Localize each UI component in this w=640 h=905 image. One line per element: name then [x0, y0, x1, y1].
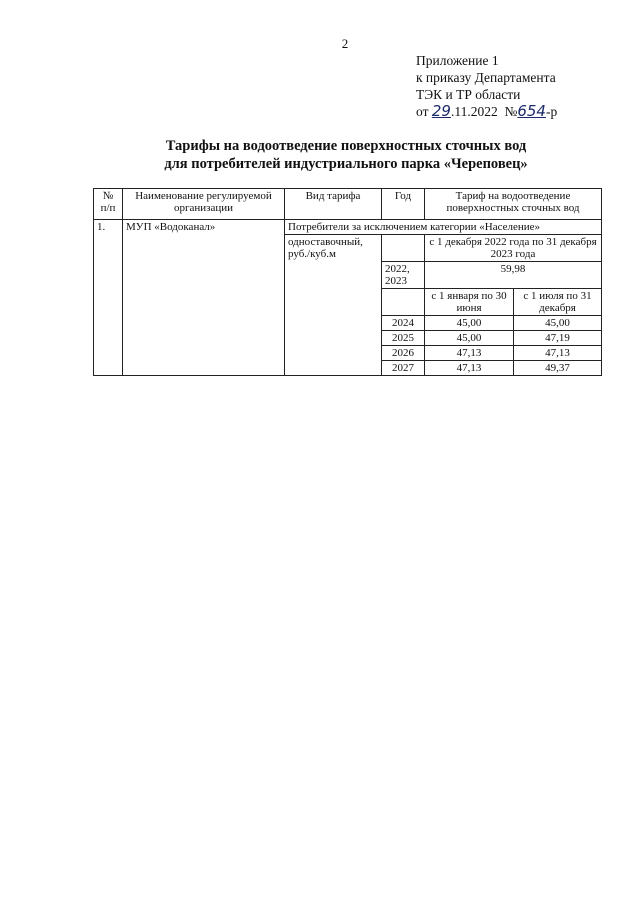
table-header-row	[94, 189, 602, 220]
value-half-1: 47,13	[425, 346, 514, 361]
table-row	[94, 220, 602, 235]
date-day-handwritten: 29	[431, 102, 451, 120]
organization-name: МУП «Водоканал»	[123, 220, 285, 376]
header-year: Год	[382, 189, 425, 220]
page-number: 2	[341, 36, 349, 51]
document-title	[90, 137, 602, 173]
year-cell: 2026	[382, 346, 425, 361]
number-prefix: №	[504, 104, 518, 119]
header-tariff: Тариф на водоотведение поверхностных сточных вод	[425, 189, 602, 220]
header-num: № п/п	[94, 189, 123, 220]
header-tariff-type: Вид тарифа	[285, 189, 382, 220]
value-half-2: 45,00	[514, 316, 602, 331]
appendix-line-1: Приложение 1	[416, 53, 499, 68]
value-half-1: 47,13	[425, 361, 514, 376]
year-cell: 2025	[382, 331, 425, 346]
value-2022-2023: 59,98	[425, 262, 602, 289]
title-line-2: для потребителей индустриального парка «Череповец»	[164, 156, 528, 172]
appendix-date-line	[416, 103, 557, 120]
appendix-line-2: к приказу Департамента	[416, 70, 556, 85]
row-number: 1.	[94, 220, 123, 376]
value-half-2: 47,19	[514, 331, 602, 346]
appendix-block	[416, 52, 557, 120]
tariff-type: одноставочный, руб./куб.м	[285, 235, 382, 376]
half-2-label: с 1 июля по 31 декабря	[514, 289, 602, 316]
year-cell: 2024	[382, 316, 425, 331]
value-half-1: 45,00	[425, 316, 514, 331]
title-line-1: Тарифы на водоотведение поверхностных сточных вод	[165, 138, 527, 154]
date-rest: .11.2022	[450, 104, 498, 119]
consumer-category: Потребители за исключением категории «Население»	[285, 220, 602, 235]
year-empty	[382, 289, 425, 316]
value-half-2: 47,13	[514, 346, 602, 361]
year-cell: 2027	[382, 361, 425, 376]
year-2022-2023: 2022, 2023	[382, 262, 425, 289]
header-organization: Наименование регулируемой организации	[123, 189, 285, 220]
number-suffix: -р	[545, 104, 558, 119]
half-1-label: с 1 января по 30 июня	[425, 289, 514, 316]
tariff-table	[93, 188, 602, 376]
value-half-1: 45,00	[425, 331, 514, 346]
appendix-line-3: ТЭК и ТР области	[416, 87, 521, 102]
year-empty	[382, 235, 425, 262]
order-number-handwritten: 654	[517, 102, 546, 120]
period-2022-2023: с 1 декабря 2022 года по 31 декабря 2023 года	[425, 235, 602, 262]
date-prefix: от	[416, 104, 429, 119]
value-half-2: 49,37	[514, 361, 602, 376]
